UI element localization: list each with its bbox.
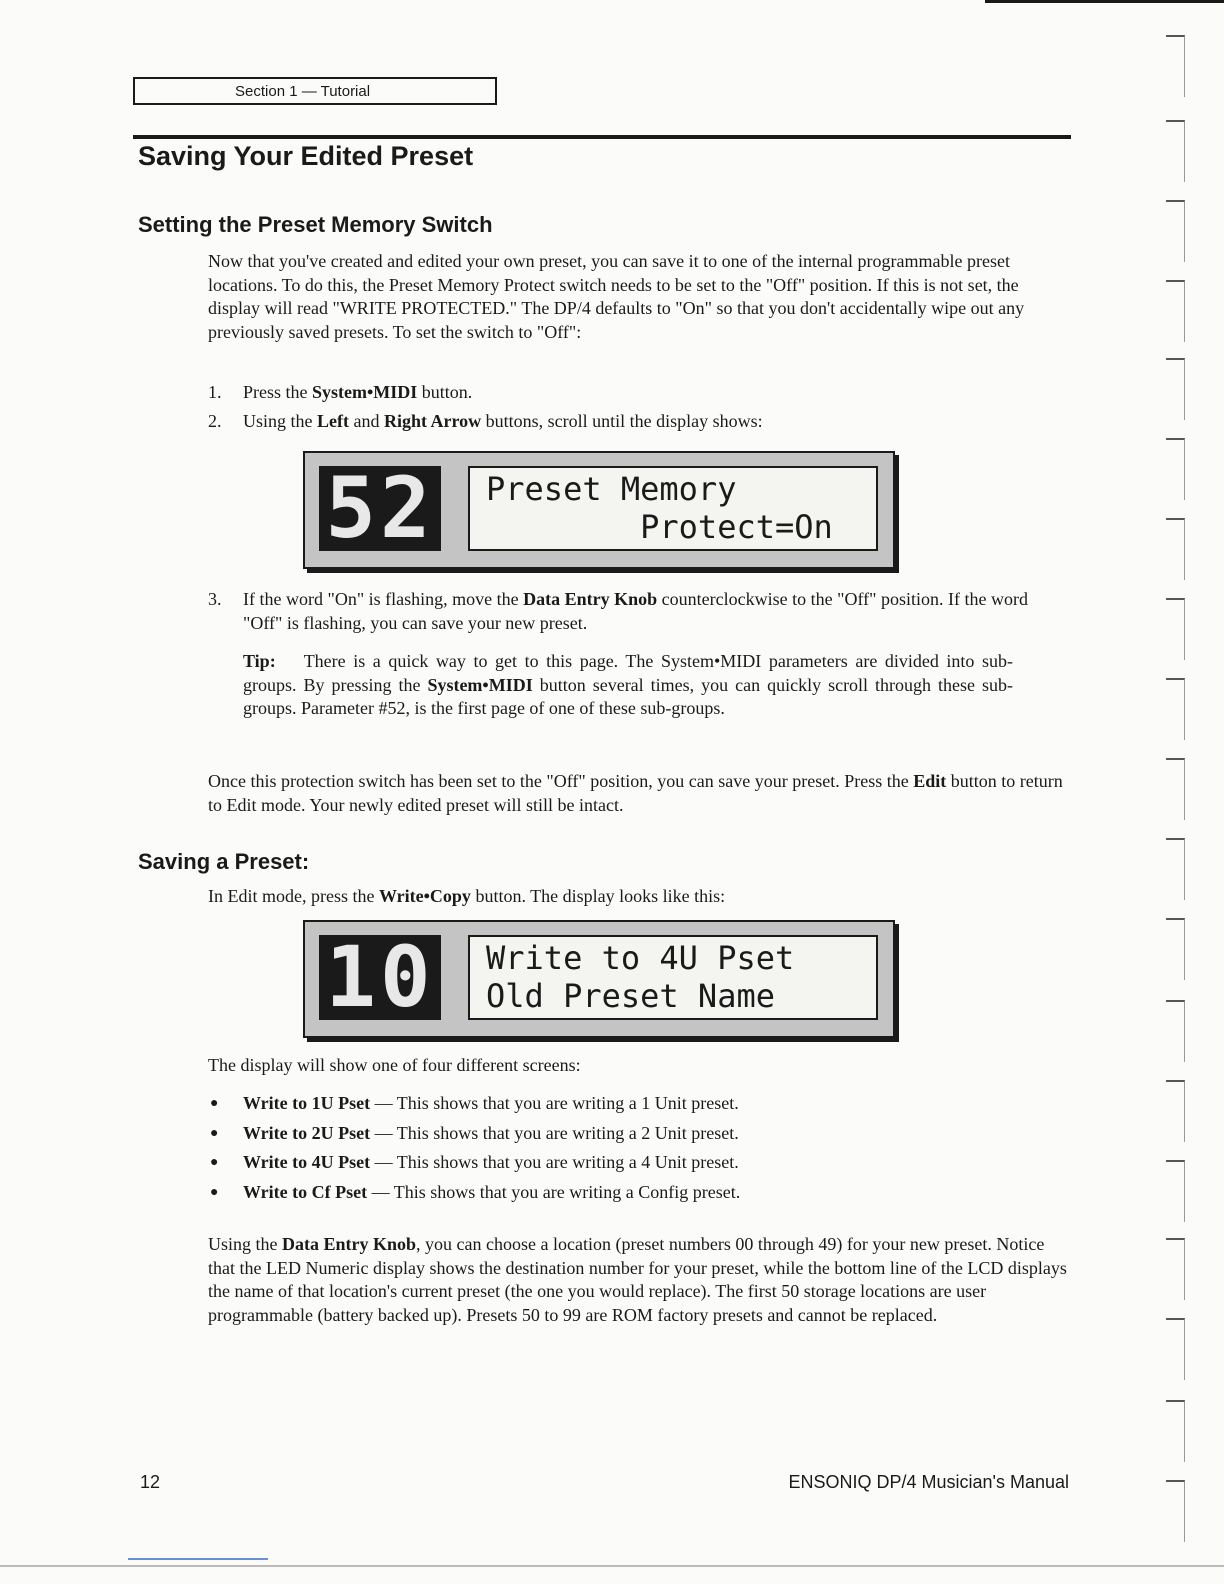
step-3-number: 3. <box>208 589 222 609</box>
page-edge-mark <box>1166 120 1185 182</box>
manual-title: ENSONIQ DP/4 Musician's Manual <box>788 1472 1069 1492</box>
page-edge-mark <box>1166 1480 1185 1542</box>
bullet-icon: ● <box>210 1184 219 1200</box>
step-3-knob-label: Data Entry Knob <box>523 589 658 609</box>
step-1-button: System•MIDI <box>312 382 418 402</box>
title-rule <box>133 135 1071 139</box>
list-item-text: — This shows that you are writing a 1 Unit preset. <box>370 1093 739 1113</box>
lcd-line-2: Protect=On <box>486 508 833 546</box>
step-2-right-label: Right Arrow <box>383 411 482 431</box>
display-write-preset <box>303 920 895 1038</box>
page-edge-mark <box>1166 678 1185 740</box>
page-edge-mark <box>1166 358 1185 420</box>
saving-intro-end: button. The display looks like this: <box>470 886 726 906</box>
page-edge-mark <box>1166 1318 1185 1380</box>
section-header <box>133 77 497 105</box>
list-item-text: — This shows that you are writing a 4 Unit preset. <box>370 1152 739 1172</box>
page-edge-mark <box>1166 438 1185 500</box>
list-item <box>208 1092 1070 1122</box>
heading-saving-preset: Saving a Preset: <box>138 849 310 874</box>
led-numeric-display: 10 <box>319 935 441 1020</box>
list-item-title: Write to 2U Pset <box>243 1122 371 1143</box>
page-edge-mark <box>1166 1238 1185 1300</box>
outro-text: Once this protection switch has been set to the "Off" position, you can save your preset. Press the <box>208 771 914 791</box>
page-edge-mark <box>1166 838 1185 900</box>
heading-memory-switch: Setting the Preset Memory Switch <box>138 212 493 237</box>
step-2-text-end: buttons, scroll until the display shows: <box>481 411 763 431</box>
step-2-and: and <box>348 411 384 431</box>
final-text-end: , you can choose a location (preset numbers 00 through 49) for your new preset. Notice that the LED Numeric display shows the destination number for your preset, while the bottom line of the LCD displays the name of that location's current preset (the one you would replace). The first 50 storage locations are user programmable (battery backed up). Presets 50 to 99 are ROM factory presets and cannot be replaced. <box>208 1234 1067 1325</box>
lcd-line-1: Preset Memory <box>486 470 737 508</box>
step-3-text: If the word "On" is flashing, move the <box>243 589 524 609</box>
list-item-text: — This shows that you are writing a Config preset. <box>367 1181 741 1202</box>
outro-edit-label: Edit <box>913 771 947 791</box>
tip-button-label: System•MIDI <box>427 674 533 695</box>
page-edge-mark <box>1166 598 1185 660</box>
saving-intro <box>208 885 1070 909</box>
list-item-title: Write to 4U Pset <box>243 1152 371 1172</box>
bottom-edge-rule <box>0 1565 1224 1567</box>
step-2-text: Using the <box>243 411 317 431</box>
step-1-text: Press the <box>243 382 312 402</box>
outro-text-end: button to return to Edit mode. Your newly edited preset will still be intact. <box>208 771 1063 815</box>
step-3-text-end: counterclockwise to the "Off" position. If the word "Off" is flashing, you can save your new preset. <box>243 589 1028 633</box>
page-edge-mark <box>1166 1160 1185 1222</box>
page-title: Saving Your Edited Preset <box>138 141 474 171</box>
tip-text-end: button several times, you can quickly scroll through these sub-groups. Parameter #52, is the first page of one of these sub-groups. <box>243 674 1013 718</box>
page-edge-mark <box>1166 918 1185 980</box>
saving-intro-text: In Edit mode, press the <box>208 886 379 906</box>
final-knob-label: Data Entry Knob <box>282 1234 417 1254</box>
page-edge-mark <box>1166 758 1185 820</box>
memory-switch-outro <box>208 770 1070 817</box>
led-numeric-display: 52 <box>319 466 441 551</box>
list-item-title: Write to Cf Pset <box>243 1181 368 1202</box>
lcd-line-2: Old Preset Name <box>486 977 775 1015</box>
saving-write-copy-label: Write•Copy <box>378 886 471 906</box>
bullet-icon: ● <box>210 1125 219 1141</box>
memory-switch-intro: Now that you've created and edited your own preset, you can save it to one of the internal programmable preset locations. To do this, the Preset Memory Protect switch needs to be set to the "Off" position. If this is not set, the display will read "WRITE PROTECTED." The DP/4 defaults to "On" so that you don't accidentally wipe out any previously saved presets. To set the switch to "Off": <box>208 251 1025 342</box>
step-2-number: 2. <box>208 411 222 431</box>
section-label: Section 1 — Tutorial <box>235 82 371 100</box>
saving-final-paragraph <box>208 1233 1070 1327</box>
list-item <box>208 1151 1070 1181</box>
final-text: Using the <box>208 1234 282 1254</box>
tip-note <box>243 650 1013 721</box>
lcd-screen <box>468 935 878 1020</box>
page-edge-mark <box>1166 1400 1185 1462</box>
list-item-text: — This shows that you are writing a 2 Unit preset. <box>370 1122 739 1143</box>
lcd-screen <box>468 466 878 551</box>
bottom-link-underline <box>128 1558 268 1560</box>
screens-intro: The display will show one of four different screens: <box>208 1055 581 1075</box>
tip-text: There is a quick way to get to this page. The System•MIDI parameters are divided into sub-groups. By pressing the <box>243 651 1013 695</box>
page-number: 12 <box>140 1472 161 1492</box>
screen-list <box>208 1092 1070 1210</box>
step-2-left-label: Left <box>317 411 349 431</box>
bullet-icon: ● <box>210 1155 219 1170</box>
page-edge-mark <box>1166 35 1185 97</box>
display-preset-memory <box>303 451 895 569</box>
step-1-text-end: button. <box>417 382 473 402</box>
step-1-number: 1. <box>208 382 222 402</box>
top-edge-rule <box>985 0 1224 3</box>
page-edge-mark <box>1166 1080 1185 1142</box>
page-edge-mark <box>1166 200 1185 262</box>
list-item <box>208 1181 1070 1211</box>
tip-label: Tip: <box>243 651 276 671</box>
list-item <box>208 1122 1070 1152</box>
lcd-line-1: Write to 4U Pset <box>486 939 795 977</box>
page-edge-mark <box>1166 518 1185 580</box>
bullet-icon: ● <box>210 1096 219 1111</box>
page-edge-mark <box>1166 1000 1185 1062</box>
page-edge-mark <box>1166 280 1185 342</box>
list-item-title: Write to 1U Pset <box>243 1093 371 1113</box>
